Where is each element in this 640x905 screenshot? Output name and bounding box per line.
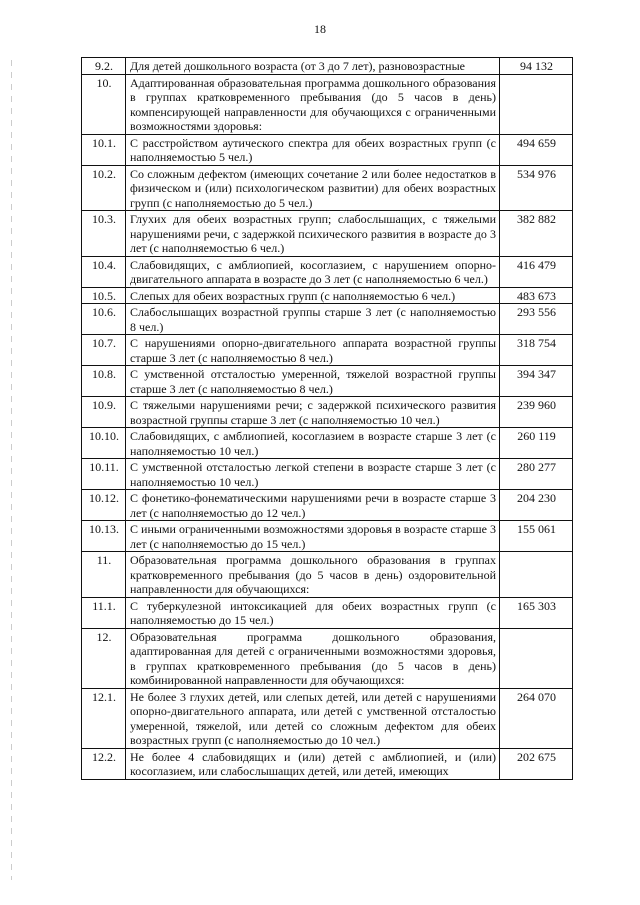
row-description: Слабовидящих, с амблиопией, косоглазием, с нарушением опорно-двигательного аппарата в возрасте до 3 лет (с наполняемостью 6 чел.) bbox=[126, 256, 500, 287]
row-number: 9.2. bbox=[82, 58, 126, 75]
table-row bbox=[82, 134, 573, 165]
row-amount: 494 659 bbox=[500, 134, 573, 165]
row-description: С туберкулезной интоксикацией для обеих возрастных групп (с наполняемостью до 15 чел.) bbox=[126, 597, 500, 628]
row-amount: 318 754 bbox=[500, 335, 573, 366]
row-description: Не более 4 слабовидящих и (или) детей с амблиопией, и (или) косоглазием, или слабослышащих детей, или детей, имеющих bbox=[126, 748, 500, 779]
table-row bbox=[82, 256, 573, 287]
row-amount: 264 070 bbox=[500, 688, 573, 748]
row-amount: 293 556 bbox=[500, 304, 573, 335]
row-number: 10.8. bbox=[82, 366, 126, 397]
row-description: Глухих для обеих возрастных групп; слабослышащих, с тяжелыми нарушениями речи, с задержкой психического развития в возрасте до 3 лет (с наполняемостью 6 чел.) bbox=[126, 211, 500, 257]
table-row bbox=[82, 287, 573, 304]
row-number: 10.10. bbox=[82, 428, 126, 459]
row-amount: 202 675 bbox=[500, 748, 573, 779]
row-amount: 165 303 bbox=[500, 597, 573, 628]
table-row bbox=[82, 165, 573, 211]
row-number: 10.5. bbox=[82, 287, 126, 304]
scan-edge-shadow bbox=[11, 60, 12, 880]
row-number: 11.1. bbox=[82, 597, 126, 628]
row-number: 10.2. bbox=[82, 165, 126, 211]
row-number: 10.11. bbox=[82, 459, 126, 490]
row-description: С тяжелыми нарушениями речи; с задержкой психического развития возрастной группы старше 3 лет (с наполняемостью 10 чел.) bbox=[126, 397, 500, 428]
table-row bbox=[82, 304, 573, 335]
row-amount bbox=[500, 552, 573, 598]
row-description: С нарушениями опорно-двигательного аппарата возрастной группы старше 3 лет (с наполняемостью 8 чел.) bbox=[126, 335, 500, 366]
row-number: 12. bbox=[82, 628, 126, 688]
row-number: 10.12. bbox=[82, 490, 126, 521]
row-number: 10. bbox=[82, 74, 126, 134]
table-row bbox=[82, 628, 573, 688]
row-description: Образовательная программа дошкольного образования, адаптированная для детей с ограниченными возможностями здоровья, в группах кратковременного пребывания (до 5 часов в день) комбинированной направленности для обучающихся: bbox=[126, 628, 500, 688]
row-description: С умственной отсталостью умеренной, тяжелой возрастной группы старше 3 лет (с наполняемостью 8 чел.) bbox=[126, 366, 500, 397]
row-amount: 483 673 bbox=[500, 287, 573, 304]
row-amount: 94 132 bbox=[500, 58, 573, 75]
table-row bbox=[82, 397, 573, 428]
row-number: 10.9. bbox=[82, 397, 126, 428]
row-description: С расстройством аутического спектра для обеих возрастных групп (с наполняемостью 5 чел.) bbox=[126, 134, 500, 165]
row-amount: 204 230 bbox=[500, 490, 573, 521]
row-description: С фонетико-фонематическими нарушениями речи в возрасте старше 3 лет (с наполняемостью до 12 чел.) bbox=[126, 490, 500, 521]
table-row bbox=[82, 597, 573, 628]
row-description: Не более 3 глухих детей, или слепых детей, или детей с нарушениями опорно-двигательного аппарата, или детей с умственной отсталостью умеренной, тяжелой, или детей со сложным дефектом для обеих возрастных групп (с наполняемостью до 10 чел.) bbox=[126, 688, 500, 748]
page-number: 18 bbox=[314, 22, 326, 36]
row-amount: 416 479 bbox=[500, 256, 573, 287]
table-row bbox=[82, 211, 573, 257]
row-description: Со сложным дефектом (имеющих сочетание 2 или более недостатков в физическом и (или) психологическом развитии) для обеих возрастных групп (с наполняемостью до 5 чел.) bbox=[126, 165, 500, 211]
row-description: Образовательная программа дошкольного образования в группах кратковременного пребывания (до 5 часов в день) оздоровительной направленности для обучающихся: bbox=[126, 552, 500, 598]
table-row bbox=[82, 688, 573, 748]
row-amount: 260 119 bbox=[500, 428, 573, 459]
row-amount: 382 882 bbox=[500, 211, 573, 257]
table-row bbox=[82, 428, 573, 459]
row-amount: 155 061 bbox=[500, 521, 573, 552]
table-row bbox=[82, 521, 573, 552]
row-description: Слабовидящих, с амблиопией, косоглазием в возрасте старше 3 лет (с наполняемостью 10 чел.) bbox=[126, 428, 500, 459]
row-description: Для детей дошкольного возраста (от 3 до 7 лет), разновозрастные bbox=[126, 58, 500, 75]
row-description: С иными ограниченными возможностями здоровья в возрасте старше 3 лет (с наполняемостью до 15 чел.) bbox=[126, 521, 500, 552]
table-row bbox=[82, 74, 573, 134]
row-amount: 534 976 bbox=[500, 165, 573, 211]
row-amount: 394 347 bbox=[500, 366, 573, 397]
row-amount bbox=[500, 628, 573, 688]
row-amount bbox=[500, 74, 573, 134]
table-row bbox=[82, 490, 573, 521]
row-description: Слепых для обеих возрастных групп (с наполняемостью 6 чел.) bbox=[126, 287, 500, 304]
row-description: Слабослышащих возрастной группы старше 3 лет (с наполняемостью 8 чел.) bbox=[126, 304, 500, 335]
tariff-table bbox=[81, 57, 573, 780]
row-number: 10.3. bbox=[82, 211, 126, 257]
row-amount: 239 960 bbox=[500, 397, 573, 428]
row-amount: 280 277 bbox=[500, 459, 573, 490]
table-row bbox=[82, 366, 573, 397]
row-number: 10.7. bbox=[82, 335, 126, 366]
table-row bbox=[82, 58, 573, 75]
row-number: 10.6. bbox=[82, 304, 126, 335]
table-body bbox=[82, 58, 573, 780]
row-number: 11. bbox=[82, 552, 126, 598]
table-row bbox=[82, 552, 573, 598]
row-description: С умственной отсталостью легкой степени в возрасте старше 3 лет (с наполняемостью 10 чел.) bbox=[126, 459, 500, 490]
row-number: 10.4. bbox=[82, 256, 126, 287]
row-number: 12.2. bbox=[82, 748, 126, 779]
row-description: Адаптированная образовательная программа дошкольного образования в группах кратковременного пребывания (до 5 часов в день) компенсирующей направленности для обучающихся с ограниченными возможностями здоровья: bbox=[126, 74, 500, 134]
table-row bbox=[82, 459, 573, 490]
row-number: 10.1. bbox=[82, 134, 126, 165]
row-number: 10.13. bbox=[82, 521, 126, 552]
row-number: 12.1. bbox=[82, 688, 126, 748]
table-row bbox=[82, 748, 573, 779]
table-row bbox=[82, 335, 573, 366]
